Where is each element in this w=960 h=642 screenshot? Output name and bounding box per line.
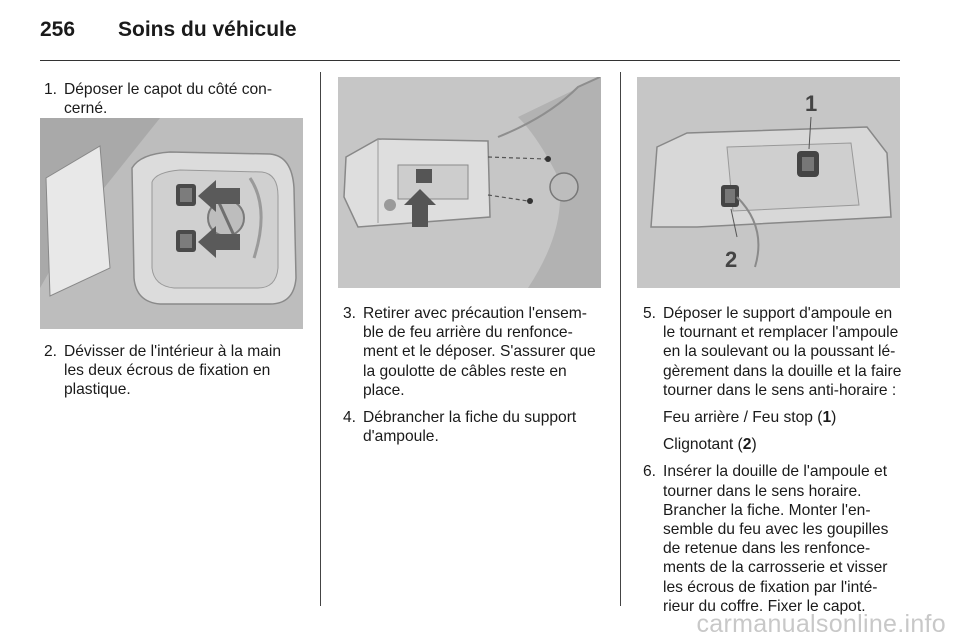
page-header [40, 18, 297, 48]
page-title: Soins du véhicule [118, 18, 297, 41]
page-number: 256 [40, 18, 76, 41]
legend-ref-1: 1 [822, 409, 832, 427]
step-2-text: Dévisser de l'intérieur à la main les deux écrous de fixation en plastique. [64, 343, 282, 399]
illustration-bulb-holders [637, 77, 900, 288]
step-3-number: 3. [343, 305, 357, 322]
header-rule [40, 60, 900, 61]
column-divider-1 [320, 72, 321, 606]
legend-ref-2: 2 [742, 436, 752, 454]
step-1-number: 1. [44, 81, 58, 98]
legend-item-1: Feu arrière / Feu stop (1) [663, 409, 837, 427]
figure-label-2: 2 [725, 247, 738, 272]
step-1-text: Déposer le capot du côté con-cerné. [64, 81, 273, 118]
steps-5-6 [643, 304, 903, 624]
step-6-text: Insérer la douille de l'ampoule et tourner dans le sens horaire. Brancher la fiche. Monter l'en-semble du feu avec les goupilles de retenue dans les renfonce-ments de la carrosserie et visser les écrous de fixation par l'inté-rieur du coffre. Fixer le capot. [663, 463, 889, 615]
legend-item-2: Clignotant (2) [663, 436, 757, 454]
step-4-text: Débrancher la fiche du support d'ampoule. [363, 409, 577, 446]
step-5-text: Déposer le support d'ampoule en le tournant et remplacer l'ampoule en la soulevant ou la poussant lé-gèrement dans la douille et la faire tourner dans le sens anti-horaire : [663, 305, 902, 399]
step-2 [44, 342, 304, 408]
step-6-number: 6. [643, 463, 657, 481]
step-4-number: 4. [343, 409, 357, 427]
figure-label-1: 1 [805, 91, 818, 116]
step-3-text: Retirer avec précaution l'ensem-ble de feu arrière du renfonce-ment et le déposer. S'assurer que la goulotte de câbles reste en place. [363, 305, 596, 399]
step-2-number: 2. [44, 343, 58, 360]
steps-3-4 [343, 304, 605, 454]
column-divider-2 [620, 72, 621, 606]
step-5-number: 5. [643, 305, 657, 322]
illustration-lamp-removal [338, 77, 601, 288]
illustration-cover-nuts [40, 118, 303, 329]
watermark: carmanualsonline.info [696, 610, 946, 638]
